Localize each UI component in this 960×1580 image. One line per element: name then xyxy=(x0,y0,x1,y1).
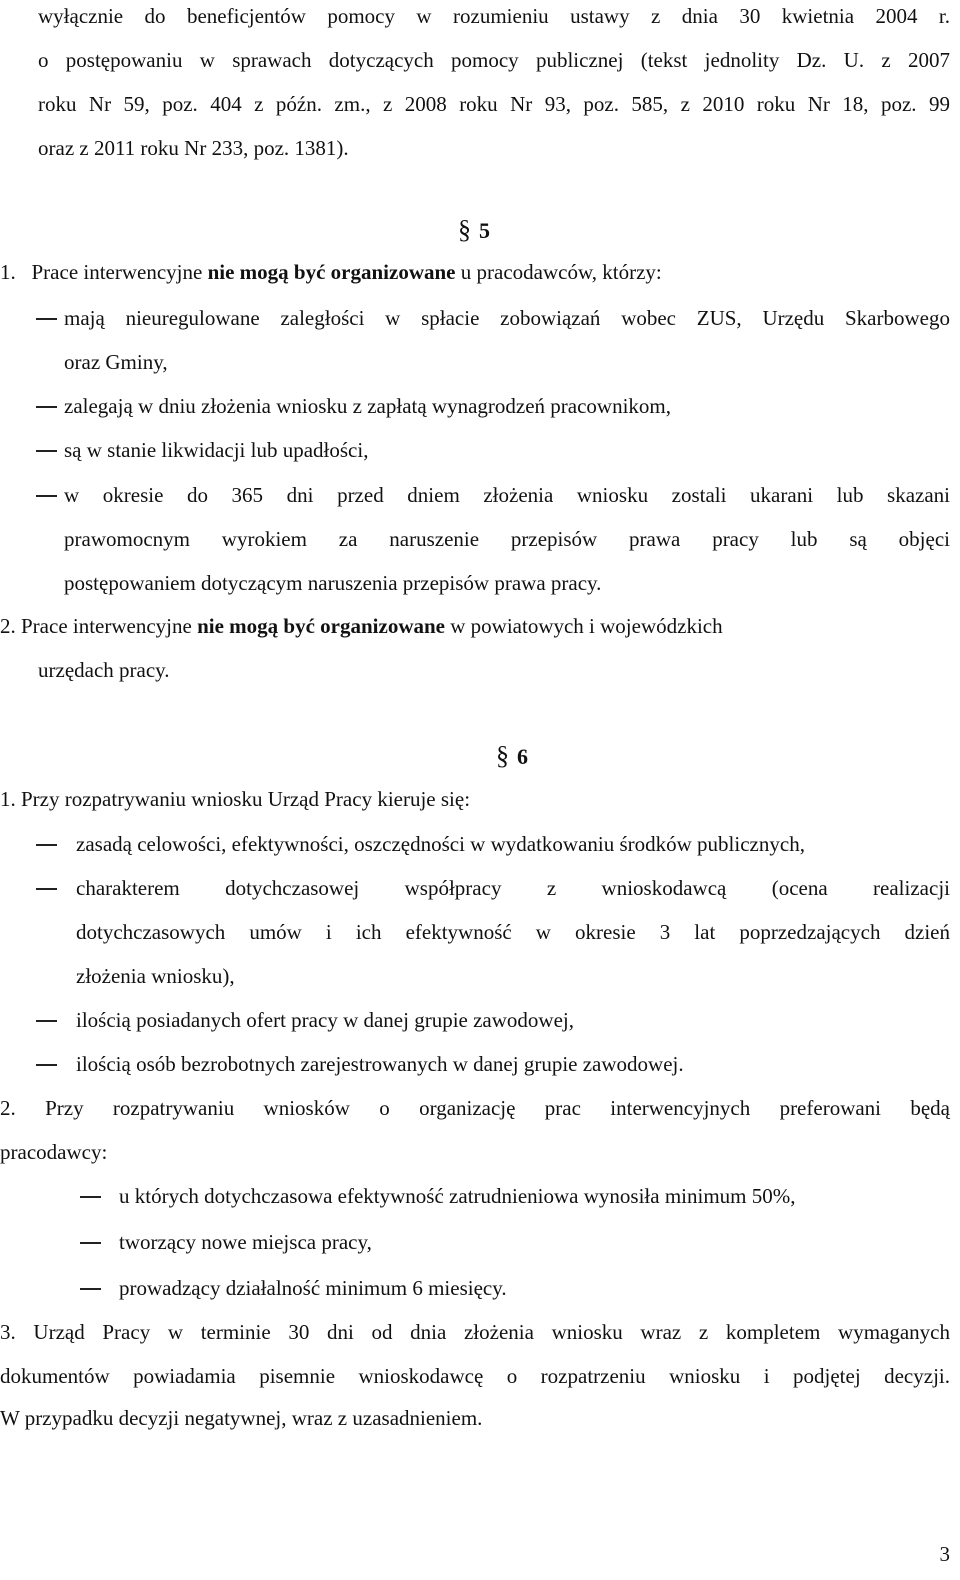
dash-icon xyxy=(36,495,57,497)
s5-p1-text-post: u pracodawców, którzy: xyxy=(455,260,662,284)
section-symbol: § xyxy=(458,215,471,244)
s5-p2-heading xyxy=(0,604,723,648)
s6-p1-heading: 1. Przy rozpatrywaniu wniosku Urząd Pracy kieruje się: xyxy=(0,787,471,811)
dash-icon xyxy=(36,318,57,320)
s5-p2-text-pre: Prace interwencyjne xyxy=(21,614,198,638)
s5-p2-line-2: urzędach pracy. xyxy=(38,658,170,682)
section-6-heading xyxy=(496,734,528,779)
section-number: 6 xyxy=(517,744,528,769)
s6-item-2-line-2: dotychczasowych umów i ich efektywność w okresie 3 lat poprzedzających dzień xyxy=(76,920,950,944)
s6-p2-item-2: tworzący nowe miejsca pracy, xyxy=(119,1230,372,1254)
s6-p3-line-1: 3. Urząd Pracy w terminie 30 dni od dnia złożenia wniosku wraz z kompletem wymaganych xyxy=(0,1320,950,1344)
dash-icon xyxy=(80,1288,101,1290)
s5-item-1-line-2: oraz Gminy, xyxy=(64,350,168,374)
intro-line-1: wyłącznie do beneficjentów pomocy w rozumieniu ustawy z dnia 30 kwietnia 2004 r. xyxy=(38,4,950,28)
s5-item-4-line-3: postępowaniem dotyczącym naruszenia przepisów prawa pracy. xyxy=(64,571,602,595)
section-symbol: § xyxy=(496,741,509,770)
s6-p2-line-1: 2. Przy rozpatrywaniu wniosków o organizację prac interwencyjnych preferowani będą xyxy=(0,1096,950,1120)
intro-line-4: oraz z 2011 roku Nr 233, poz. 1381). xyxy=(38,136,349,160)
s5-p2-text-post: w powiatowych i wojewódzkich xyxy=(445,614,723,638)
s5-item-4-line-1: w okresie do 365 dni przed dniem złożenia wniosku zostali ukarani lub skazani xyxy=(64,483,950,507)
intro-line-2: o postępowaniu w sprawach dotyczących pomocy publicznej (tekst jednolity Dz. U. z 2007 xyxy=(38,48,950,72)
dash-icon xyxy=(80,1242,101,1244)
dash-icon xyxy=(36,888,57,890)
s6-p3-line-2: dokumentów powiadamia pisemnie wnioskodawcę o rozpatrzeniu wniosku i podjętej decyzji. xyxy=(0,1364,950,1388)
s5-p1-number: 1. xyxy=(0,260,16,284)
section-number: 5 xyxy=(479,218,490,243)
s6-item-3-line-1: ilością posiadanych ofert pracy w danej grupie zawodowej, xyxy=(76,1008,574,1032)
section-5-heading xyxy=(458,208,490,253)
s6-p2-item-1: u których dotychczasowa efektywność zatrudnieniowa wynosiła minimum 50%, xyxy=(119,1184,796,1208)
s5-p1-heading xyxy=(0,250,662,294)
s5-item-2-line-1: zalegają w dniu złożenia wniosku z zapłatą wynagrodzeń pracownikom, xyxy=(64,394,672,418)
s5-p1-text-pre: Prace interwencyjne xyxy=(31,260,208,284)
dash-icon xyxy=(36,1020,57,1022)
dash-icon xyxy=(36,844,57,846)
s6-p2-line-2: pracodawcy: xyxy=(0,1140,108,1164)
s6-item-4-line-1: ilością osób bezrobotnych zarejestrowanych w danej grupie zawodowej. xyxy=(76,1052,684,1076)
s5-item-3-line-1: są w stanie likwidacji lub upadłości, xyxy=(64,438,369,462)
s5-item-4-line-2: prawomocnym wyrokiem za naruszenie przepisów prawa pracy lub są objęci xyxy=(64,527,950,551)
dash-icon xyxy=(36,406,57,408)
s6-p3-line-3: W przypadku decyzji negatywnej, wraz z uzasadnieniem. xyxy=(0,1406,483,1430)
dash-icon xyxy=(36,450,57,452)
s5-p1-bold: nie mogą być organizowane xyxy=(207,260,456,284)
intro-line-3: roku Nr 59, poz. 404 z późn. zm., z 2008 roku Nr 93, poz. 585, z 2010 roku Nr 18, poz. 99 xyxy=(38,92,950,116)
page-number: 3 xyxy=(939,1542,950,1566)
s5-p2-bold: nie mogą być organizowane xyxy=(197,614,445,638)
s5-p2-number: 2. xyxy=(0,614,16,638)
dash-icon xyxy=(80,1196,101,1198)
s6-item-2-line-3: złożenia wniosku), xyxy=(76,964,235,988)
s6-item-2-line-1: charakterem dotychczasowej współpracy z wnioskodawcą (ocena realizacji xyxy=(76,876,950,900)
dash-icon xyxy=(36,1064,57,1066)
s5-item-1-line-1: mają nieuregulowane zaległości w spłacie zobowiązań wobec ZUS, Urzędu Skarbowego xyxy=(64,306,950,330)
s6-item-1-line-1: zasadą celowości, efektywności, oszczędności w wydatkowaniu środków publicznych, xyxy=(76,832,805,856)
s6-p2-item-3: prowadzący działalność minimum 6 miesięcy. xyxy=(119,1276,507,1300)
